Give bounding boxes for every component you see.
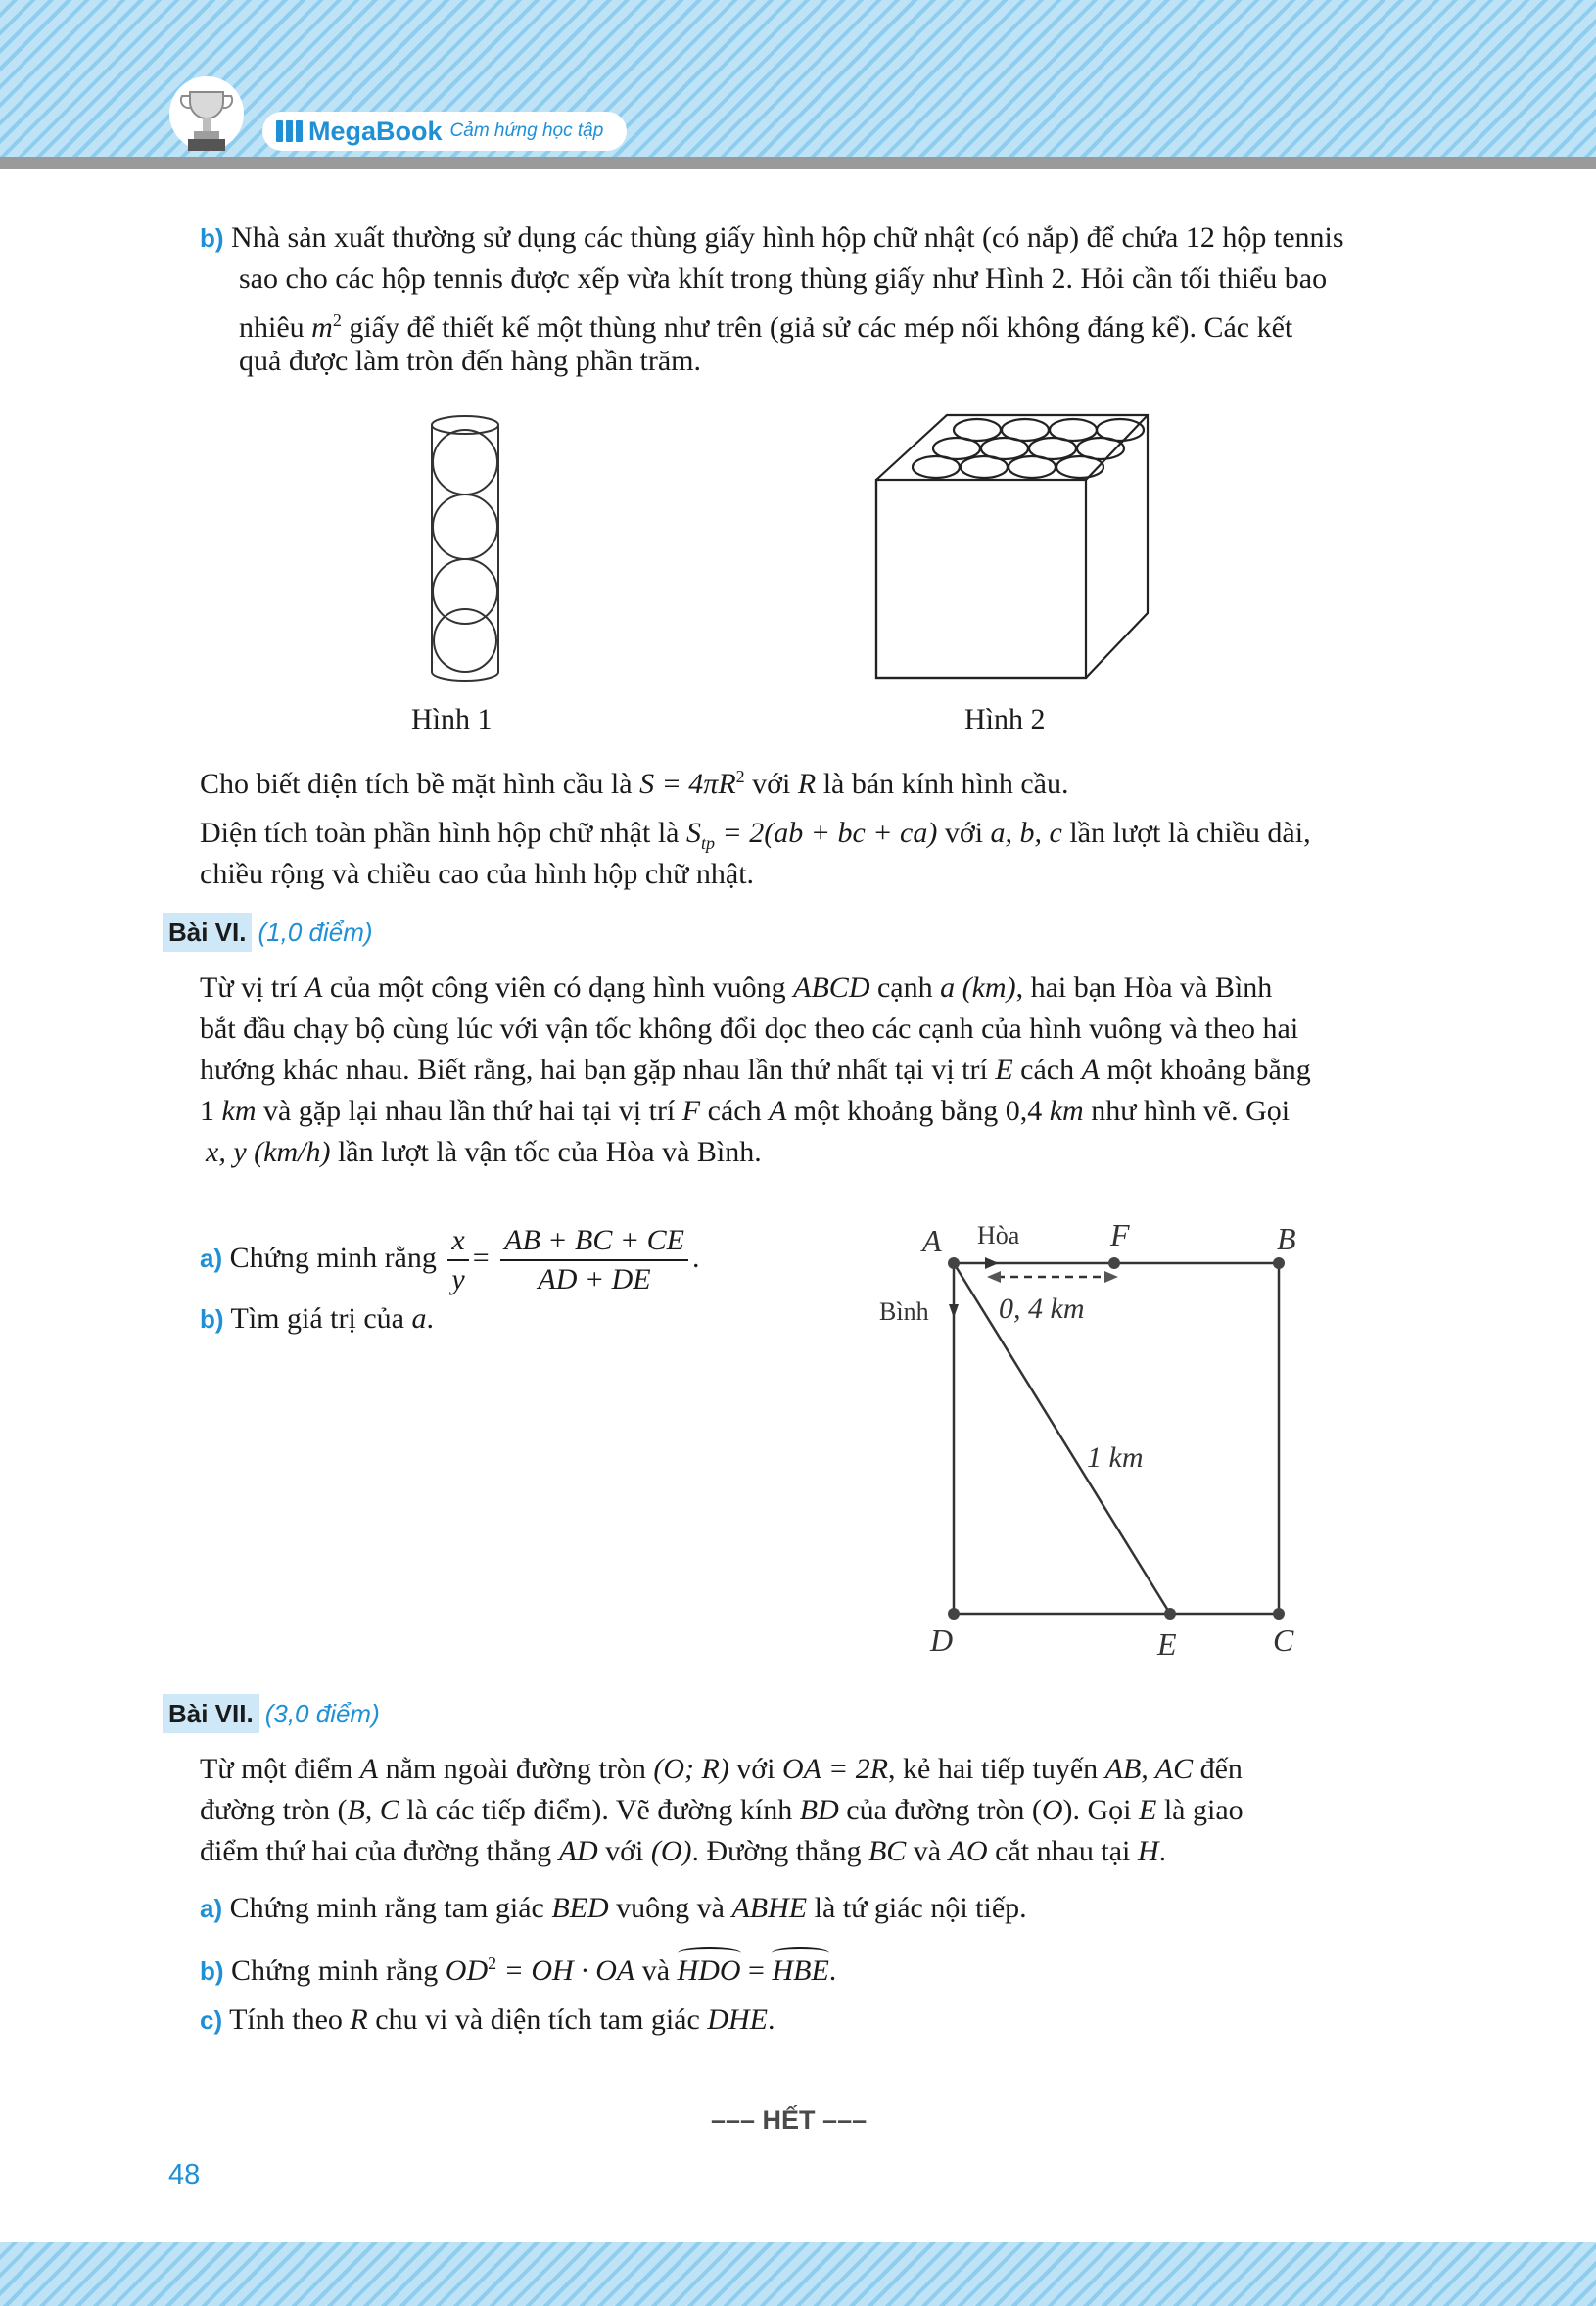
bai6-line-3 bbox=[200, 1050, 1311, 1091]
bai6-v: A bbox=[769, 1095, 787, 1127]
dot: . bbox=[828, 1954, 837, 1987]
box-vars: a, b, c bbox=[990, 817, 1062, 849]
bai7-exp: 2 bbox=[488, 1953, 497, 1973]
bai7-t: và bbox=[641, 1954, 671, 1987]
bai6-t: của một công viên có dạng hình vuông bbox=[329, 971, 786, 1004]
bai6-qb-text: Tìm giá trị của bbox=[230, 1302, 404, 1335]
label-F: F bbox=[1110, 1217, 1130, 1252]
bai6-v: 1 bbox=[200, 1095, 214, 1127]
bai7-v: ABHE bbox=[731, 1892, 808, 1924]
bai6-v: A bbox=[305, 971, 323, 1004]
bai7-v: B, C bbox=[347, 1794, 399, 1826]
bai6-t: một khoảng bằng bbox=[793, 1095, 999, 1127]
bai7-t: Chứng minh rằng bbox=[231, 1954, 439, 1987]
bai7-t: với bbox=[736, 1753, 775, 1785]
label-E: E bbox=[1157, 1626, 1177, 1662]
dot: . bbox=[426, 1302, 434, 1335]
eq: = bbox=[748, 1954, 765, 1987]
bai6-v: x, y bbox=[206, 1136, 247, 1168]
sphere-text-c: là bán kính hình cầu. bbox=[822, 768, 1069, 800]
box-formula: = 2(ab + bc + ca) bbox=[722, 817, 938, 849]
bai7-v: = OH · OA bbox=[503, 1954, 635, 1987]
box-sub: tp bbox=[700, 833, 715, 853]
bai7-title: Bài VII. bbox=[163, 1694, 259, 1733]
bai6-v: 0,4 bbox=[1005, 1095, 1043, 1127]
bai7-t: Tính theo bbox=[229, 2003, 343, 2036]
label-D: D bbox=[930, 1623, 954, 1658]
point-A bbox=[948, 1257, 960, 1269]
bai7-qa-label: a) bbox=[200, 1894, 223, 1923]
label-C: C bbox=[1273, 1623, 1294, 1658]
sphere-formula: S = 4πR bbox=[639, 768, 736, 800]
bai6-v: (km/h) bbox=[254, 1136, 331, 1168]
bai7-t: vuông và bbox=[616, 1892, 725, 1924]
brand-tagline: Cảm hứng học tập bbox=[449, 120, 604, 141]
page-number: 48 bbox=[168, 2159, 201, 2190]
point-F bbox=[1108, 1257, 1120, 1269]
bai6-v: km bbox=[221, 1095, 257, 1127]
sphere-area-line bbox=[200, 756, 1068, 805]
point-B bbox=[1273, 1257, 1285, 1269]
bai6-v: E bbox=[995, 1054, 1013, 1086]
label-B: B bbox=[1277, 1221, 1296, 1256]
bai6-title: Bài VI. bbox=[163, 913, 252, 952]
label-dist-AF: 0, 4 km bbox=[999, 1293, 1085, 1325]
bai6-question-a bbox=[200, 1222, 699, 1298]
label-binh: Bình bbox=[879, 1297, 929, 1326]
bai6-qa-label: a) bbox=[200, 1243, 223, 1273]
bai7-t: Từ một điểm bbox=[200, 1753, 353, 1785]
bai7-t: với bbox=[605, 1835, 644, 1867]
figure-tennis-tube bbox=[421, 411, 509, 685]
bai7-t: và bbox=[913, 1835, 942, 1867]
bai6-qa-text: Chứng minh rằng bbox=[229, 1241, 437, 1274]
footer-band bbox=[0, 2242, 1596, 2306]
box-S: S bbox=[685, 817, 701, 849]
bai6-line-5 bbox=[206, 1132, 762, 1173]
part-b-line-4: quả được làm tròn đến hàng phần trăm. bbox=[239, 345, 701, 377]
bai6-v: (km) bbox=[962, 971, 1016, 1004]
point-E bbox=[1164, 1608, 1176, 1620]
bai7-t: Chứng minh rằng tam giác bbox=[229, 1892, 544, 1924]
bai7-v: BD bbox=[799, 1794, 839, 1826]
part-b-line-2: sao cho các hộp tennis được xếp vừa khít trong thùng giấy như Hình 2. Hỏi cần tối thiểu bao bbox=[239, 262, 1328, 295]
bai6-v: ABCD bbox=[793, 971, 870, 1004]
bai7-qb-label: b) bbox=[200, 1956, 224, 1986]
bai7-v: AO bbox=[948, 1835, 988, 1867]
bai7-question-b bbox=[200, 1943, 836, 1992]
label-hoa: Hòa bbox=[977, 1221, 1020, 1249]
part-b-text-1: Nhà sản xuất thường sử dụng các thùng giấy hình hộp chữ nhật (có nắp) để chứa 12 hộp tennis bbox=[231, 221, 1344, 254]
point-C bbox=[1273, 1608, 1285, 1620]
bai6-t: , hai bạn Hòa và Bình bbox=[1015, 971, 1273, 1004]
bai6-line-1 bbox=[200, 967, 1272, 1009]
bai7-v: (O) bbox=[650, 1835, 692, 1867]
hinh1-caption: Hình 1 bbox=[411, 703, 493, 735]
unit-exp: 2 bbox=[332, 310, 342, 330]
bai7-t: ). Gọi bbox=[1062, 1794, 1132, 1826]
bai7-t: là các tiếp điểm). Vẽ đường kính bbox=[406, 1794, 793, 1826]
part-b-label: b) bbox=[200, 223, 224, 253]
sphere-var: R bbox=[797, 768, 817, 800]
bai6-t: cách bbox=[707, 1095, 762, 1127]
bai7-t: là tứ giác nội tiếp. bbox=[814, 1892, 1027, 1924]
square-park-diagram bbox=[871, 1212, 1322, 1663]
angle-HDO: HDO bbox=[678, 1951, 741, 1992]
bai6-t: lần lượt là vận tốc của Hòa và Bình. bbox=[337, 1136, 762, 1168]
point-D bbox=[948, 1608, 960, 1620]
bai7-v: (O; R) bbox=[653, 1753, 729, 1785]
bai6-points: (1,0 điểm) bbox=[258, 918, 373, 947]
sphere-exp: 2 bbox=[735, 767, 745, 786]
trophy-icon bbox=[168, 74, 245, 165]
bai6-question-b bbox=[200, 1298, 434, 1340]
bai6-v: F bbox=[681, 1095, 701, 1127]
box-text-a: Diện tích toàn phần hình hộp chữ nhật là bbox=[200, 817, 680, 849]
angle-HBE: HBE bbox=[772, 1951, 828, 1992]
sphere-text-b: với bbox=[752, 768, 791, 800]
frac-num: x bbox=[447, 1222, 468, 1261]
bai6-v: A bbox=[1081, 1054, 1100, 1086]
bai7-v: BC bbox=[868, 1835, 907, 1867]
figure-box-with-tubes bbox=[871, 411, 1155, 685]
bai7-line-3 bbox=[200, 1831, 1166, 1872]
dot: . bbox=[691, 1241, 700, 1274]
bai7-t: . Đường thẳng bbox=[691, 1835, 862, 1867]
bai6-t: cạnh bbox=[876, 971, 933, 1004]
bai7-v: AB, AC bbox=[1104, 1753, 1194, 1785]
bai6-t: hướng khác nhau. Biết rằng, hai bạn gặp nhau lần thứ nhất tại vị trí bbox=[200, 1054, 988, 1086]
fraction-ratio bbox=[500, 1222, 688, 1298]
bai7-t: nằm ngoài đường tròn bbox=[385, 1753, 646, 1785]
bai7-v: A bbox=[359, 1753, 379, 1785]
box-area-line-2: chiều rộng và chiều cao của hình hộp chữ nhật. bbox=[200, 858, 755, 890]
bai7-heading bbox=[163, 1694, 380, 1734]
bai7-v: O bbox=[1041, 1794, 1063, 1826]
bai7-v: DHE bbox=[707, 2003, 768, 2036]
box-text-c: lần lượt là chiều dài, bbox=[1069, 817, 1311, 849]
bai7-t: . bbox=[1158, 1835, 1167, 1867]
bai6-line-4 bbox=[200, 1091, 1290, 1132]
sphere-text-a: Cho biết diện tích bề mặt hình cầu là bbox=[200, 768, 633, 800]
frac-den: AD + DE bbox=[538, 1263, 651, 1295]
frac-den: y bbox=[451, 1263, 465, 1295]
dot: . bbox=[767, 2003, 775, 2036]
bai7-t: đường tròn ( bbox=[200, 1794, 348, 1826]
brand-bars-icon bbox=[276, 120, 303, 142]
bai7-v: OD bbox=[445, 1954, 489, 1987]
bai7-t: điểm thứ hai của đường thẳng bbox=[200, 1835, 552, 1867]
bai7-t: cắt nhau tại bbox=[995, 1835, 1131, 1867]
part-b-text-3a: nhiêu bbox=[239, 311, 305, 344]
bai6-v: km bbox=[1049, 1095, 1084, 1127]
bai6-t: như hình vẽ. Gọi bbox=[1091, 1095, 1291, 1127]
bai7-points: (3,0 điểm) bbox=[264, 1699, 380, 1728]
bai7-t: của đường tròn ( bbox=[846, 1794, 1042, 1826]
bai7-v: R bbox=[350, 2003, 368, 2036]
end-mark: ––– HẾT ––– bbox=[711, 2105, 868, 2135]
bai7-line-1 bbox=[200, 1749, 1243, 1790]
bai7-t: , kẻ hai tiếp tuyến bbox=[888, 1753, 1099, 1785]
bai7-line-2 bbox=[200, 1790, 1244, 1831]
bai6-t: cách bbox=[1020, 1054, 1075, 1086]
bai7-question-c bbox=[200, 2000, 775, 2041]
part-b-text-3b: giấy để thiết kế một thùng như trên (giả sử các mép nối không đáng kể). Các kết bbox=[349, 311, 1293, 344]
bai7-t: chu vi và diện tích tam giác bbox=[375, 2003, 700, 2036]
bai6-qb-var: a bbox=[411, 1302, 427, 1335]
bai7-v: OA = 2R bbox=[782, 1753, 889, 1785]
eq: = bbox=[472, 1241, 490, 1274]
label-A: A bbox=[922, 1223, 942, 1258]
bai6-t: Từ vị trí bbox=[200, 971, 298, 1004]
frac-num: AB + BC + CE bbox=[500, 1222, 688, 1261]
bai7-t: đến bbox=[1199, 1753, 1243, 1785]
bai6-heading bbox=[163, 913, 373, 953]
bai6-t: và gặp lại nhau lần thứ hai tại vị trí bbox=[262, 1095, 676, 1127]
bai7-v: E bbox=[1139, 1794, 1157, 1826]
brand-logo bbox=[262, 112, 627, 151]
hinh2-caption: Hình 2 bbox=[964, 703, 1046, 735]
bai7-qc-label: c) bbox=[200, 2005, 223, 2035]
bai6-qb-label: b) bbox=[200, 1304, 224, 1334]
bai6-v: a bbox=[940, 971, 956, 1004]
box-text-b: với bbox=[944, 817, 984, 849]
bai7-question-a bbox=[200, 1888, 1027, 1929]
label-dist-AE: 1 km bbox=[1087, 1441, 1144, 1474]
unit-m: m bbox=[311, 311, 333, 344]
part-b-line-1 bbox=[200, 217, 1344, 259]
bai7-v: AD bbox=[558, 1835, 598, 1867]
bai7-v: BED bbox=[551, 1892, 609, 1924]
brand-name: MegaBook bbox=[308, 116, 443, 146]
bai7-t: là giao bbox=[1163, 1794, 1244, 1826]
fraction-xy bbox=[447, 1222, 468, 1298]
bai7-v: H bbox=[1137, 1835, 1159, 1867]
bai6-line-2: bắt đầu chạy bộ cùng lúc với vận tốc không đổi dọc theo các cạnh của hình vuông và theo hai bbox=[200, 1012, 1299, 1045]
bai6-t: một khoảng bằng bbox=[1106, 1054, 1311, 1086]
